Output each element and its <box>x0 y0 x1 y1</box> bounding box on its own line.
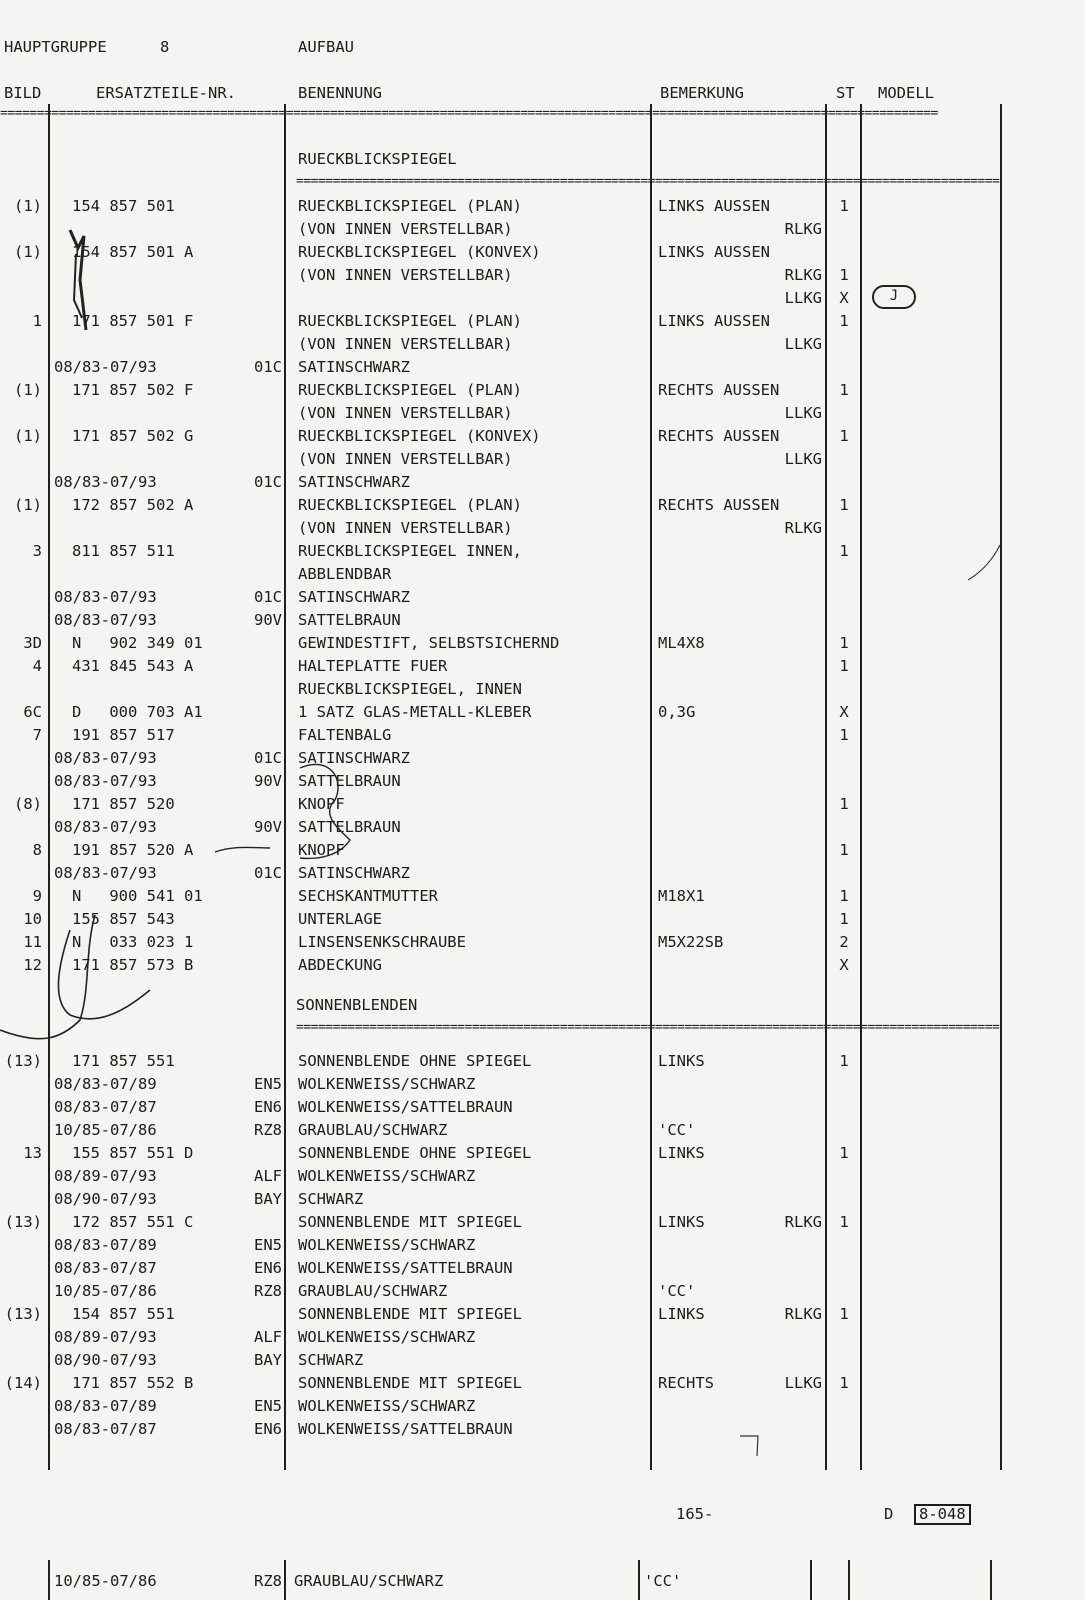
column-rule <box>990 1560 992 1600</box>
color-code-cell: 01C <box>254 358 282 376</box>
color-code-cell: ALF <box>254 1328 282 1346</box>
table-row <box>0 632 1085 655</box>
partno-cell: 08/90-07/93 <box>54 1190 157 1208</box>
table-row <box>0 816 1085 839</box>
table-row <box>0 1142 1085 1165</box>
partno-cell: N 033 023 1 <box>72 933 194 951</box>
partno-cell: 155 857 543 <box>72 910 175 928</box>
quantity-cell: 1 <box>839 1052 849 1070</box>
quantity-cell: 1 <box>839 657 849 675</box>
description-cell: WOLKENWEISS/SCHWARZ <box>298 1075 476 1093</box>
bild-cell: 8 <box>32 841 42 859</box>
partno-cell: 171 857 501 F <box>72 312 194 330</box>
table-row <box>0 402 1085 425</box>
column-header-st: ST <box>836 84 855 102</box>
column-header-name: BENENNUNG <box>298 84 382 102</box>
description-cell: SATTELBRAUN <box>298 611 401 629</box>
remark-cell: RECHTS AUSSEN <box>658 427 780 445</box>
column-rule <box>284 1560 286 1600</box>
continuation-partno: 10/85-07/86 <box>54 1572 157 1590</box>
description-cell: RUECKBLICKSPIEGEL INNEN, <box>298 542 522 560</box>
remark-cell: 0,3G <box>658 703 696 721</box>
table-row <box>0 747 1085 770</box>
color-code-cell: 01C <box>254 749 282 767</box>
remark-cell: 'CC' <box>658 1282 696 1300</box>
steering-cell: RLKG <box>784 519 822 537</box>
color-code-cell: EN5 <box>254 1236 282 1254</box>
steering-cell: LLKG <box>784 450 822 468</box>
description-cell: SONNENBLENDE MIT SPIEGEL <box>298 1305 522 1323</box>
partno-cell: N 900 541 01 <box>72 887 203 905</box>
partno-cell: 172 857 551 C <box>72 1213 194 1231</box>
partno-cell: 08/83-07/89 <box>54 1397 157 1415</box>
remark-cell: M5X22SB <box>658 933 724 951</box>
partno-cell: 171 857 502 F <box>72 381 194 399</box>
quantity-cell: 1 <box>839 381 849 399</box>
column-rule <box>810 1560 812 1600</box>
partno-cell: 08/83-07/87 <box>54 1098 157 1116</box>
table-row <box>0 770 1085 793</box>
steering-cell: LLKG <box>784 404 822 422</box>
description-cell: WOLKENWEISS/SCHWARZ <box>298 1328 476 1346</box>
table-row <box>0 862 1085 885</box>
quantity-cell: 1 <box>839 1374 849 1392</box>
section-double-rule: ================================================================================================ <box>296 178 1000 186</box>
color-code-cell: RZ8 <box>254 1282 282 1300</box>
bild-cell: (13) <box>4 1305 42 1323</box>
table-row <box>0 287 1085 310</box>
quantity-cell: 1 <box>839 1305 849 1323</box>
partno-cell: 08/83-07/93 <box>54 749 157 767</box>
quantity-cell: 1 <box>839 726 849 744</box>
description-cell: SATTELBRAUN <box>298 772 401 790</box>
table-row <box>0 793 1085 816</box>
table-row <box>0 448 1085 471</box>
table-row <box>0 1188 1085 1211</box>
quantity-cell: 1 <box>839 887 849 905</box>
table-row <box>0 1257 1085 1280</box>
description-cell: HALTEPLATTE FUER <box>298 657 448 675</box>
partno-cell: 431 845 543 A <box>72 657 194 675</box>
table-row <box>0 1119 1085 1142</box>
page-reference <box>914 1503 971 1526</box>
bild-cell: 6C <box>23 703 42 721</box>
description-cell: RUECKBLICKSPIEGEL (KONVEX) <box>298 427 541 445</box>
page-number: 165- <box>676 1505 714 1523</box>
table-row <box>0 517 1085 540</box>
description-cell: SONNENBLENDE MIT SPIEGEL <box>298 1374 522 1392</box>
description-cell: WOLKENWEISS/SATTELBRAUN <box>298 1259 513 1277</box>
partno-cell: 08/83-07/89 <box>54 1075 157 1093</box>
table-row <box>0 1096 1085 1119</box>
steering-cell: LLKG <box>784 289 822 307</box>
color-code-cell: EN6 <box>254 1098 282 1116</box>
description-cell: (VON INNEN VERSTELLBAR) <box>298 404 513 422</box>
bild-cell: 11 <box>23 933 42 951</box>
description-cell: GRAUBLAU/SCHWARZ <box>298 1121 448 1139</box>
quantity-cell: 1 <box>839 795 849 813</box>
table-row <box>0 1234 1085 1257</box>
color-code-cell: 01C <box>254 588 282 606</box>
description-cell: RUECKBLICKSPIEGEL (KONVEX) <box>298 243 541 261</box>
remark-cell: LINKS <box>658 1305 705 1323</box>
header-double-rule: ================================================================================================================================ <box>0 110 938 118</box>
description-cell: (VON INNEN VERSTELLBAR) <box>298 220 513 238</box>
steering-cell: LLKG <box>784 335 822 353</box>
partno-cell: 08/83-07/93 <box>54 772 157 790</box>
circled-annotation <box>872 285 916 309</box>
bild-cell: (1) <box>14 381 42 399</box>
quantity-cell: 1 <box>839 266 849 284</box>
description-cell: SONNENBLENDE MIT SPIEGEL <box>298 1213 522 1231</box>
partno-cell: 10/85-07/86 <box>54 1282 157 1300</box>
table-row <box>0 241 1085 264</box>
table-row <box>0 333 1085 356</box>
remark-cell: M18X1 <box>658 887 705 905</box>
bild-cell: (13) <box>4 1213 42 1231</box>
table-row <box>0 1165 1085 1188</box>
group-label: HAUPTGRUPPE <box>4 38 107 56</box>
quantity-cell: 1 <box>839 634 849 652</box>
partno-cell: 191 857 517 <box>72 726 175 744</box>
bild-cell: (8) <box>14 795 42 813</box>
table-row <box>0 218 1085 241</box>
color-code-cell: EN6 <box>254 1420 282 1438</box>
partno-cell: 154 857 501 A <box>72 243 194 261</box>
table-row <box>0 195 1085 218</box>
table-row <box>0 678 1085 701</box>
quantity-cell: 1 <box>839 312 849 330</box>
column-header-bild: BILD <box>4 84 42 102</box>
description-cell: RUECKBLICKSPIEGEL (PLAN) <box>298 312 522 330</box>
remark-cell: LINKS AUSSEN <box>658 197 770 215</box>
partno-cell: 08/89-07/93 <box>54 1167 157 1185</box>
column-rule <box>848 1560 850 1600</box>
table-row <box>0 1418 1085 1441</box>
description-cell: LINSENSENKSCHRAUBE <box>298 933 466 951</box>
partno-cell: 08/83-07/93 <box>54 358 157 376</box>
continuation-code: RZ8 <box>254 1572 282 1590</box>
quantity-cell: 1 <box>839 910 849 928</box>
column-rule <box>48 1560 50 1600</box>
table-row <box>0 471 1085 494</box>
color-code-cell: 90V <box>254 611 282 629</box>
partno-cell: 10/85-07/86 <box>54 1121 157 1139</box>
column-header-partno: ERSATZTEILE-NR. <box>96 84 236 102</box>
partno-cell: 811 857 511 <box>72 542 175 560</box>
bild-cell: 10 <box>23 910 42 928</box>
description-cell: WOLKENWEISS/SATTELBRAUN <box>298 1420 513 1438</box>
description-cell: SATINSCHWARZ <box>298 588 410 606</box>
table-row <box>0 931 1085 954</box>
language-code: D <box>884 1505 894 1523</box>
description-cell: SATINSCHWARZ <box>298 864 410 882</box>
color-code-cell: ALF <box>254 1167 282 1185</box>
quantity-cell: 2 <box>839 933 849 951</box>
partno-cell: 154 857 501 <box>72 197 175 215</box>
table-row <box>0 1050 1085 1073</box>
partno-cell: 08/83-07/87 <box>54 1259 157 1277</box>
table-row <box>0 701 1085 724</box>
bild-cell: (13) <box>4 1052 42 1070</box>
description-cell: SCHWARZ <box>298 1190 364 1208</box>
remark-cell: LINKS AUSSEN <box>658 243 770 261</box>
partno-cell: 08/83-07/93 <box>54 864 157 882</box>
description-cell: WOLKENWEISS/SCHWARZ <box>298 1167 476 1185</box>
description-cell: GRAUBLAU/SCHWARZ <box>298 1282 448 1300</box>
description-cell: RUECKBLICKSPIEGEL (PLAN) <box>298 381 522 399</box>
continuation-desc: GRAUBLAU/SCHWARZ <box>294 1572 444 1590</box>
column-header-modell: MODELL <box>878 84 934 102</box>
steering-cell: LLKG <box>784 1374 822 1392</box>
partno-cell: 171 857 551 <box>72 1052 175 1070</box>
table-row <box>0 1349 1085 1372</box>
continuation-remark: 'CC' <box>644 1572 682 1590</box>
description-cell: (VON INNEN VERSTELLBAR) <box>298 519 513 537</box>
steering-cell: RLKG <box>784 1213 822 1231</box>
remark-cell: LINKS <box>658 1144 705 1162</box>
quantity-cell: 1 <box>839 1213 849 1231</box>
description-cell: WOLKENWEISS/SCHWARZ <box>298 1236 476 1254</box>
bild-cell: 9 <box>32 887 42 905</box>
partno-cell: 08/90-07/93 <box>54 1351 157 1369</box>
description-cell: ABBLENDBAR <box>298 565 392 583</box>
table-row <box>0 609 1085 632</box>
steering-cell: RLKG <box>784 266 822 284</box>
bild-cell: (1) <box>14 427 42 445</box>
table-row <box>0 839 1085 862</box>
group-number: 8 <box>160 38 170 56</box>
table-row <box>0 1303 1085 1326</box>
bild-cell: (14) <box>4 1374 42 1392</box>
description-cell: SCHWARZ <box>298 1351 364 1369</box>
table-row <box>0 908 1085 931</box>
description-cell: WOLKENWEISS/SCHWARZ <box>298 1397 476 1415</box>
table-row <box>0 954 1085 977</box>
partno-cell: N 902 349 01 <box>72 634 203 652</box>
color-code-cell: 01C <box>254 864 282 882</box>
section-double-rule: ================================================================================================ <box>296 1024 1000 1032</box>
description-cell: KNOPF <box>298 841 345 859</box>
partno-cell: 08/83-07/93 <box>54 588 157 606</box>
description-cell: SATTELBRAUN <box>298 818 401 836</box>
quantity-cell: 1 <box>839 542 849 560</box>
remark-cell: 'CC' <box>658 1121 696 1139</box>
color-code-cell: RZ8 <box>254 1121 282 1139</box>
remark-cell: ML4X8 <box>658 634 705 652</box>
table-row <box>0 655 1085 678</box>
table-row <box>0 264 1085 287</box>
color-code-cell: 90V <box>254 818 282 836</box>
partno-cell: 08/83-07/93 <box>54 611 157 629</box>
quantity-cell: 1 <box>839 841 849 859</box>
table-row <box>0 356 1085 379</box>
steering-cell: RLKG <box>784 1305 822 1323</box>
table-row <box>0 1211 1085 1234</box>
quantity-cell: X <box>839 289 849 307</box>
partno-cell: 08/83-07/93 <box>54 818 157 836</box>
section-title: SONNENBLENDEN <box>296 996 418 1014</box>
bild-cell: 3D <box>23 634 42 652</box>
color-code-cell: EN5 <box>254 1397 282 1415</box>
table-row <box>0 885 1085 908</box>
partno-cell: D 000 703 A1 <box>72 703 203 721</box>
remark-cell: LINKS <box>658 1213 705 1231</box>
table-row <box>0 540 1085 563</box>
description-cell: (VON INNEN VERSTELLBAR) <box>298 266 513 284</box>
description-cell: RUECKBLICKSPIEGEL (PLAN) <box>298 496 522 514</box>
quantity-cell: X <box>839 956 849 974</box>
bild-cell: 12 <box>23 956 42 974</box>
bild-cell: 7 <box>32 726 42 744</box>
description-cell: SATINSCHWARZ <box>298 473 410 491</box>
description-cell: GEWINDESTIFT, SELBSTSICHERND <box>298 634 560 652</box>
description-cell: SATINSCHWARZ <box>298 749 410 767</box>
table-row <box>0 1326 1085 1349</box>
page-reference-box: 8-048 <box>914 1504 971 1525</box>
partno-cell: 171 857 552 B <box>72 1374 194 1392</box>
description-cell: ABDECKUNG <box>298 956 382 974</box>
table-row <box>0 1395 1085 1418</box>
partno-cell: 171 857 520 <box>72 795 175 813</box>
table-row <box>0 310 1085 333</box>
description-cell: WOLKENWEISS/SATTELBRAUN <box>298 1098 513 1116</box>
bild-cell: 3 <box>32 542 42 560</box>
partno-cell: 155 857 551 D <box>72 1144 194 1162</box>
table-row <box>0 563 1085 586</box>
table-row <box>0 586 1085 609</box>
description-cell: SONNENBLENDE OHNE SPIEGEL <box>298 1144 532 1162</box>
color-code-cell: BAY <box>254 1190 282 1208</box>
bild-cell: 13 <box>23 1144 42 1162</box>
description-cell: (VON INNEN VERSTELLBAR) <box>298 335 513 353</box>
description-cell: FALTENBALG <box>298 726 392 744</box>
table-row <box>0 425 1085 448</box>
remark-cell: RECHTS <box>658 1374 714 1392</box>
bild-cell: (1) <box>14 197 42 215</box>
partno-cell: 08/83-07/93 <box>54 473 157 491</box>
partno-cell: 172 857 502 A <box>72 496 194 514</box>
description-cell: KNOPF <box>298 795 345 813</box>
color-code-cell: EN5 <box>254 1075 282 1093</box>
remark-cell: RECHTS AUSSEN <box>658 381 780 399</box>
color-code-cell: BAY <box>254 1351 282 1369</box>
partno-cell: 171 857 573 B <box>72 956 194 974</box>
remark-cell: RECHTS AUSSEN <box>658 496 780 514</box>
quantity-cell: 1 <box>839 197 849 215</box>
quantity-cell: 1 <box>839 427 849 445</box>
description-cell: 1 SATZ GLAS-METALL-KLEBER <box>298 703 532 721</box>
steering-cell: RLKG <box>784 220 822 238</box>
table-row <box>0 379 1085 402</box>
description-cell: SATINSCHWARZ <box>298 358 410 376</box>
description-cell: UNTERLAGE <box>298 910 382 928</box>
bild-cell: 4 <box>32 657 42 675</box>
group-name: AUFBAU <box>298 38 354 56</box>
bild-cell: (1) <box>14 243 42 261</box>
color-code-cell: 90V <box>254 772 282 790</box>
section-title: RUECKBLICKSPIEGEL <box>298 150 457 168</box>
table-row <box>0 1280 1085 1303</box>
description-cell: (VON INNEN VERSTELLBAR) <box>298 450 513 468</box>
table-row <box>0 1372 1085 1395</box>
bild-cell: 1 <box>32 312 42 330</box>
color-code-cell: 01C <box>254 473 282 491</box>
partno-cell: 08/89-07/93 <box>54 1328 157 1346</box>
remark-cell: LINKS AUSSEN <box>658 312 770 330</box>
color-code-cell: EN6 <box>254 1259 282 1277</box>
table-row <box>0 1073 1085 1096</box>
partno-cell: 171 857 502 G <box>72 427 194 445</box>
circled-annotation-text: J <box>889 288 899 304</box>
table-row <box>0 494 1085 517</box>
description-cell: SECHSKANTMUTTER <box>298 887 438 905</box>
quantity-cell: 1 <box>839 496 849 514</box>
description-cell: RUECKBLICKSPIEGEL (PLAN) <box>298 197 522 215</box>
column-rule <box>638 1560 640 1600</box>
partno-cell: 191 857 520 A <box>72 841 194 859</box>
bild-cell: (1) <box>14 496 42 514</box>
table-row <box>0 724 1085 747</box>
partno-cell: 08/83-07/87 <box>54 1420 157 1438</box>
partno-cell: 08/83-07/89 <box>54 1236 157 1254</box>
column-header-remark: BEMERKUNG <box>660 84 744 102</box>
remark-cell: LINKS <box>658 1052 705 1070</box>
quantity-cell: X <box>839 703 849 721</box>
quantity-cell: 1 <box>839 1144 849 1162</box>
description-cell: RUECKBLICKSPIEGEL, INNEN <box>298 680 522 698</box>
description-cell: SONNENBLENDE OHNE SPIEGEL <box>298 1052 532 1070</box>
partno-cell: 154 857 551 <box>72 1305 175 1323</box>
